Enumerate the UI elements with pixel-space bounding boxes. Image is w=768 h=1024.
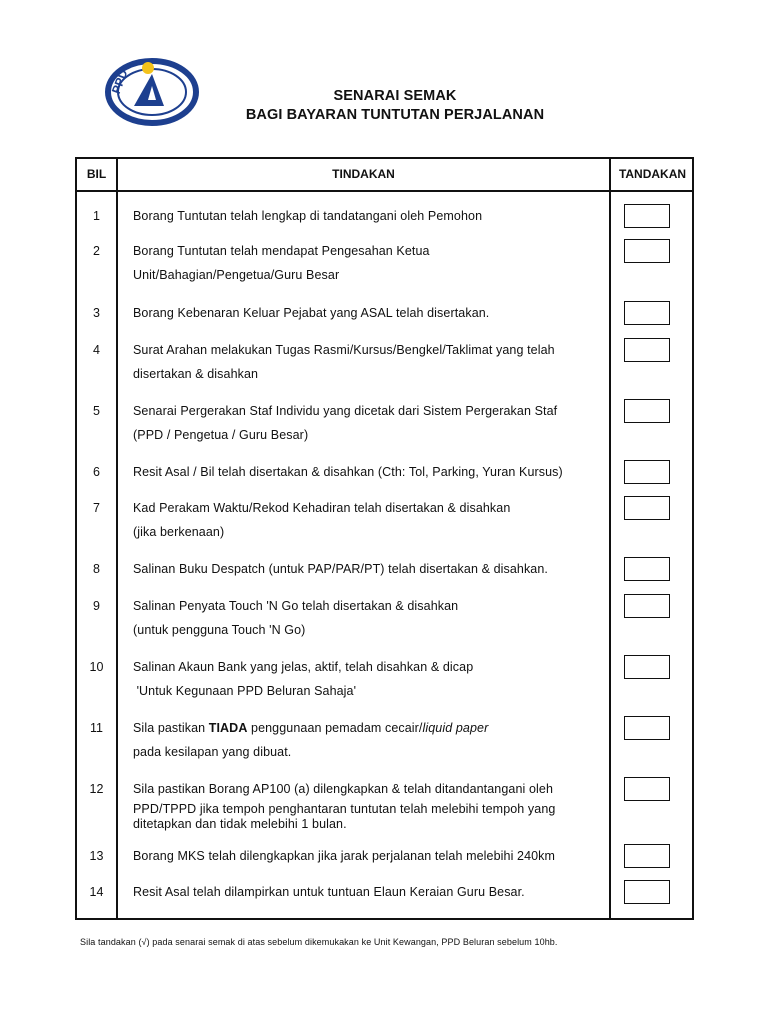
- footer-note: Sila tandakan (√) pada senarai semak di atas sebelum dikemukakan ke Unit Kewangan, PPD Beluran sebelum 10hb.: [80, 937, 558, 947]
- row-text: Borang Tuntutan telah mendapat Pengesahan Ketua Unit/Bahagian/Pengetua/Guru Besar: [133, 244, 430, 282]
- checkbox-tandakan[interactable]: [624, 496, 670, 520]
- page-subtitle: BAGI BAYARAN TUNTUTAN PERJALANAN: [245, 107, 545, 123]
- checklist-table: [75, 157, 694, 920]
- checkbox-tandakan[interactable]: [624, 557, 670, 581]
- row-number: 5: [93, 404, 100, 418]
- checkbox-tandakan[interactable]: [624, 844, 670, 868]
- checkbox-tandakan[interactable]: [624, 716, 670, 740]
- checkbox-tandakan[interactable]: [624, 301, 670, 325]
- row-text: Kad Perakam Waktu/Rekod Kehadiran telah disertakan & disahkan (jika berkenaan): [133, 501, 511, 539]
- row-number: 14: [89, 885, 104, 899]
- row-number: 3: [93, 306, 100, 320]
- header-bil: BIL: [86, 167, 107, 181]
- checkbox-tandakan[interactable]: [624, 204, 670, 228]
- row-text: Borang Kebenaran Keluar Pejabat yang ASAL telah disertakan.: [133, 306, 490, 320]
- row-text: Salinan Buku Despatch (untuk PAP/PAR/PT) telah disertakan & disahkan.: [133, 562, 548, 576]
- checkbox-tandakan[interactable]: [624, 399, 670, 423]
- checkbox-tandakan[interactable]: [624, 338, 670, 362]
- checkbox-tandakan[interactable]: [624, 880, 670, 904]
- logo-ppd-text: PPD: [108, 67, 131, 96]
- row-text: Salinan Penyata Touch 'N Go telah disertakan & disahkan (untuk pengguna Touch 'N Go): [133, 599, 459, 637]
- header-tandakan: TANDAKAN: [618, 167, 687, 181]
- row-text: Borang MKS telah dilengkapkan jika jarak perjalanan telah melebihi 240km: [133, 849, 556, 863]
- column-divider: [116, 159, 118, 918]
- row-number: 12: [89, 782, 104, 796]
- row-number: 11: [90, 721, 103, 735]
- column-divider: [609, 159, 611, 918]
- row-number: 2: [93, 244, 100, 258]
- row-text: Resit Asal telah dilampirkan untuk tuntuan Elaun Keraian Guru Besar.: [133, 885, 525, 899]
- checkbox-tandakan[interactable]: [624, 594, 670, 618]
- checkbox-tandakan[interactable]: [624, 655, 670, 679]
- ppd-logo: [104, 56, 200, 126]
- row-text: Senarai Pergerakan Staf Individu yang dicetak dari Sistem Pergerakan Staf (PPD / Pengetua / Guru Besar): [133, 404, 558, 442]
- row-text: Sila pastikan Borang AP100 (a) dilengkapkan & telah ditandantangani oleh PPD/TPPD jika tempoh penghantaran tuntutan telah melebihi tempoh yang ditetapkan dan tidak melebihi 1 bulan.: [133, 782, 556, 831]
- row-number: 4: [93, 343, 100, 357]
- row-number: 6: [93, 465, 100, 479]
- row-text: Borang Tuntutan telah lengkap di tandatangani oleh Pemohon: [133, 209, 483, 223]
- checkbox-tandakan[interactable]: [624, 239, 670, 263]
- row-number: 13: [89, 849, 104, 863]
- row-number: 1: [93, 209, 100, 223]
- row-number: 8: [93, 562, 100, 576]
- row-number: 7: [93, 501, 100, 515]
- row-text: Salinan Akaun Bank yang jelas, aktif, telah disahkan & dicap 'Untuk Kegunaan PPD Beluran Sahaja': [133, 660, 474, 698]
- row-number: 9: [93, 599, 100, 613]
- row-number: 10: [89, 660, 104, 674]
- header-tindakan: TINDAKAN: [332, 167, 395, 181]
- checkbox-tandakan[interactable]: [624, 460, 670, 484]
- header-divider: [77, 190, 692, 192]
- ppd-emblem-icon: [104, 56, 200, 126]
- page-title: SENARAI SEMAK: [333, 88, 457, 104]
- row-text: Surat Arahan melakukan Tugas Rasmi/Kursus/Bengkel/Taklimat yang telah disertakan & disahkan: [133, 343, 555, 381]
- row-text: Sila pastikan TIADA penggunaan pemadam cecair/liquid paper pada kesilapan yang dibuat.: [133, 721, 489, 759]
- checkbox-tandakan[interactable]: [624, 777, 670, 801]
- row-text: Resit Asal / Bil telah disertakan & disahkan (Cth: Tol, Parking, Yuran Kursus): [133, 465, 563, 479]
